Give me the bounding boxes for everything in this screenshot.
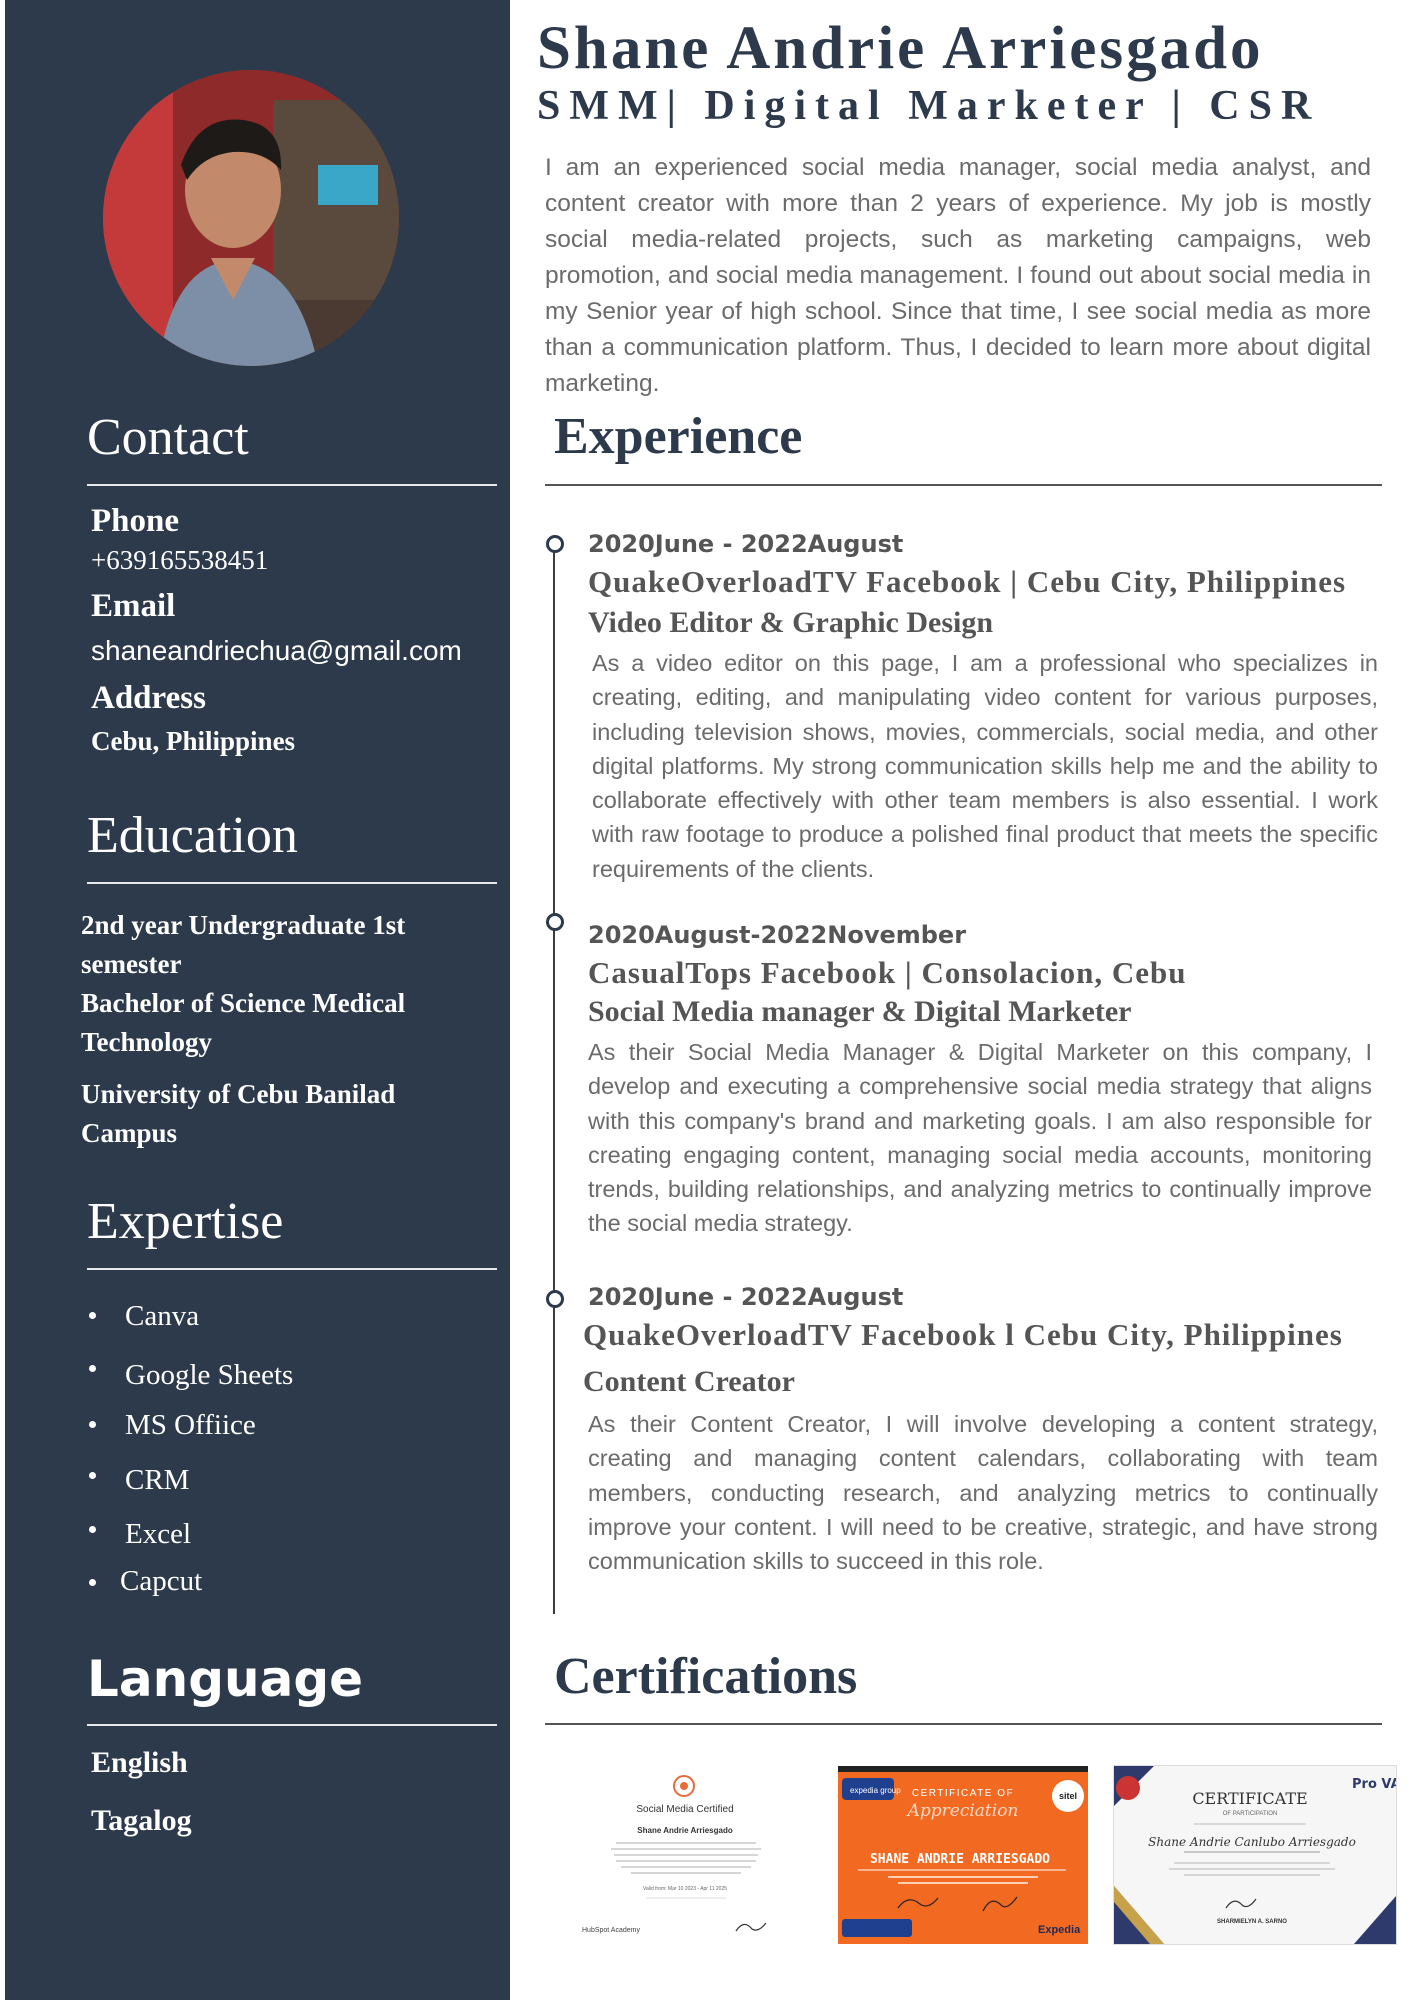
- education-heading: Education: [87, 807, 298, 864]
- award-seal-icon: [1116, 1776, 1140, 1800]
- address-value: Cebu, Philippines: [91, 726, 296, 756]
- language-english: English: [91, 1746, 188, 1779]
- contact-divider: [87, 484, 497, 486]
- language-divider: [87, 1724, 497, 1726]
- cert2-title: CERTIFICATE OF: [911, 1788, 1015, 1799]
- bullet-icon: [89, 1472, 96, 1479]
- contact-heading: Contact: [87, 409, 249, 466]
- profile-photo: [103, 70, 399, 366]
- timeline-node-icon: [546, 1290, 564, 1308]
- cert2-subtitle: Appreciation: [907, 1801, 1019, 1821]
- experience-entry-3: [583, 1283, 1378, 1578]
- certificate-expedia[interactable]: [838, 1766, 1088, 1944]
- certificate-prova-image: [1114, 1766, 1396, 1944]
- job-company: CasualTops Facebook | Consolacion, Cebu: [588, 955, 1187, 990]
- certificate-hubspot-image: [576, 1766, 794, 1944]
- expedia-footer-logo-icon: [842, 1919, 912, 1937]
- education-degree-line1: Bachelor of Science Medical: [81, 988, 406, 1018]
- cert2-footer-right: Expedia: [1038, 1924, 1081, 1936]
- job-role: Content Creator: [583, 1365, 795, 1398]
- experience-heading: Experience: [554, 408, 803, 465]
- cert1-valid: Valid from: Mar 10 2023 - Apr 11 2025: [642, 1886, 728, 1892]
- cert2-brand-left: expedia group: [850, 1786, 901, 1795]
- signature-icon: [736, 1923, 766, 1931]
- expertise-heading: Expertise: [87, 1193, 284, 1250]
- job-date: 2020June - 2022August: [588, 530, 904, 558]
- email-label: Email: [91, 588, 176, 624]
- cert3-recipient: Shane Andrie Canlubo Arriesgado: [1148, 1835, 1356, 1849]
- cert3-subtitle: OF PARTICIPATION: [1222, 1811, 1278, 1817]
- cert3-signer: SHARMIELYN A. SARNO: [1217, 1919, 1287, 1925]
- email-value[interactable]: shaneandriechua@gmail.com: [91, 635, 462, 666]
- job-description: As their Content Creator, I will involve developing a content strategy, creating and managing content calendars, collaborating with team members, conducting research, and analyzing metrics to continually improve your content. I will need to be creative, strategic, and have strong communication skills to succeed in this role.: [588, 1411, 1378, 1575]
- job-description: As their Social Media Manager & Digital Marketer on this company, I develop and executing a comprehensive social media strategy that aligns with this company's brand and marketing goals. I am also responsible for creating engaging content, managing social media accounts, monitoring trends, building relationships, and analyzing metrics to continually improve the social media strategy.: [588, 1039, 1372, 1237]
- timeline-node-icon: [546, 535, 564, 553]
- experience-entry-2: [588, 921, 1372, 1241]
- education-level-line2: semester: [81, 949, 182, 979]
- language-heading: Language: [87, 1650, 364, 1708]
- cert2-recipient: SHANE ANDRIE ARRIESGADO: [869, 1852, 1051, 1867]
- job-description: As a video editor on this page, I am a professional who specializes in creating, editing, and manipulating video content for various purposes, including television shows, movies, commercials, social media, and other digital platforms. My strong communication skills help me and the ability to collaborate effectively with other team members is also essential. I work with raw footage to produce a polished final product that meets the specific requirements of the clients.: [592, 650, 1378, 882]
- job-date: 2020August-2022November: [588, 921, 967, 949]
- job-company: QuakeOverloadTV Facebook l Cebu City, Philippines: [583, 1317, 1343, 1352]
- education-school-line2: Campus: [81, 1118, 178, 1148]
- expertise-divider: [87, 1268, 497, 1270]
- candidate-title: SMM| Digital Marketer | CSR: [537, 83, 1321, 129]
- experience-divider: [545, 484, 1382, 486]
- bullet-icon: [89, 1579, 96, 1586]
- education-divider: [87, 882, 497, 884]
- phone-value: +639165538451: [91, 545, 269, 575]
- job-role: Social Media manager & Digital Marketer: [588, 995, 1132, 1028]
- cert3-title: CERTIFICATE: [1192, 1789, 1308, 1808]
- profile-photo-image: [103, 70, 399, 366]
- certifications-divider: [545, 1723, 1382, 1725]
- education-level: [81, 906, 481, 1062]
- certifications-heading: Certifications: [554, 1648, 858, 1705]
- education-school-line1: University of Cebu Banilad: [81, 1079, 396, 1109]
- education-level-line1: 2nd year Undergraduate 1st: [81, 910, 406, 940]
- timeline-node-icon: [546, 913, 564, 931]
- candidate-name: Shane Andrie Arriesgado: [537, 15, 1264, 82]
- certificate-expedia-image: [838, 1766, 1088, 1944]
- job-date: 2020June - 2022August: [588, 1283, 904, 1311]
- bullet-icon: [89, 1312, 96, 1319]
- sidebar: Contact Phone +639165538451 Email shaneandriechua@gmail.com Address Cebu, Philippines Education 2nd year Undergraduate 1st semester Bachelor of Science Medical Technology University of Cebu Banilad Campus Expertise Canva Google Sheets MS Offiice CRM Excel Capcut Language English Tagalog: [5, 0, 510, 2000]
- profile-summary: I am an experienced social media manager, social media analyst, and content creator with more than 2 years of experience. My job is mostly social media-related projects, such as marketing campaigns, web promotion, and social media management. I found out about social media in my Senior year of high school. Since that time, I see social media as more than a communication platform. Thus, I decided to learn more about digital marketing.: [545, 154, 1371, 397]
- language-tagalog: Tagalog: [91, 1804, 192, 1837]
- job-company: QuakeOverloadTV Facebook | Cebu City, Philippines: [588, 564, 1347, 599]
- bullet-icon: [89, 1365, 96, 1372]
- education-degree-line2: Technology: [81, 1027, 213, 1057]
- cert2-brand-right: sitel: [1058, 1791, 1078, 1801]
- cert1-issuer: HubSpot Academy: [582, 1927, 640, 1934]
- phone-label: Phone: [91, 503, 180, 539]
- education-school: [81, 1075, 481, 1153]
- experience-entry-1: [588, 530, 1378, 886]
- job-role: Video Editor & Graphic Design: [588, 606, 994, 639]
- bullet-icon: [89, 1421, 96, 1428]
- certificate-hubspot[interactable]: [576, 1766, 794, 1944]
- certificate-prova[interactable]: [1114, 1766, 1396, 1944]
- cert3-brand: Pro VA: [1352, 1777, 1396, 1792]
- cert1-title: Social Media Certified: [636, 1804, 734, 1815]
- address-label: Address: [91, 680, 206, 716]
- bullet-icon: [89, 1526, 96, 1533]
- timeline-line: [553, 548, 555, 1614]
- cert1-recipient: Shane Andrie Arriesgado: [637, 1826, 733, 1835]
